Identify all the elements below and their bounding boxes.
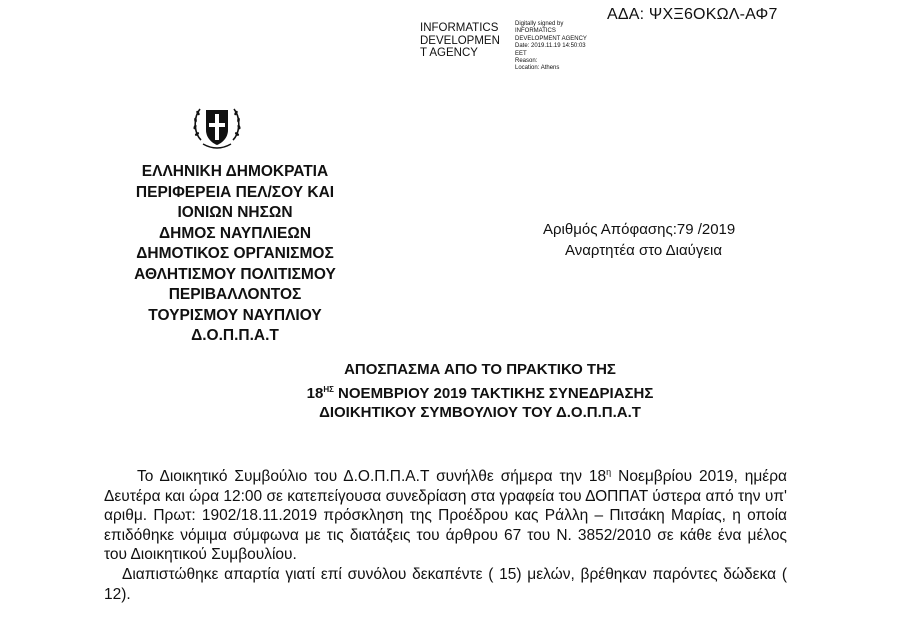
org-line: ΤΟΥΡΙΣΜΟΥ ΝΑΥΠΛΙΟΥ	[148, 306, 322, 324]
document-title	[180, 360, 780, 423]
signature-detail-line: Digitally signed by	[515, 21, 564, 27]
document-body	[104, 463, 787, 604]
title-date-rest: ΝΟΕΜΒΡΙΟΥ 2019 ΤΑΚΤΙΚΗΣ ΣΥΝΕΔΡΙΑΣΗΣ	[333, 384, 654, 402]
signature-detail-line: DEVELOPMENT AGENCY	[515, 35, 587, 42]
signature-organization	[420, 22, 515, 60]
org-line: ΔΗΜΟΤΙΚΟΣ ΟΡΓΑΝΙΣΜΟΣ	[136, 245, 334, 262]
ordinal-suffix: η	[606, 467, 612, 477]
signature-detail-line: EET	[515, 50, 527, 57]
greek-coat-of-arms-icon	[191, 100, 243, 154]
decision-number: Αριθμός Απόφασης:79 /2019	[543, 221, 736, 238]
signature-detail-line: INFORMATICS	[515, 28, 556, 35]
signature-detail-line: Date: 2019.11.19 14:50:03	[515, 43, 586, 50]
body-paragraph	[104, 463, 787, 565]
body-paragraph: Διαπιστώθηκε απαρτία γιατί επί συνόλου δεκαπέντε ( 15) μελών, βρέθηκαν παρόντες δώδεκα ( 12).	[104, 565, 787, 603]
org-line: ΠΕΡΙΦΕΡΕΙΑ ΠΕΛ/ΣΟΥ ΚΑΙ	[135, 183, 335, 201]
signature-org-line: INFORMATICS	[420, 22, 499, 34]
decision-info	[543, 220, 735, 261]
title-line	[180, 380, 780, 404]
org-line: Δ.Ο.Π.Π.Α.Τ	[191, 327, 279, 344]
signature-org-line: T AGENCY	[420, 47, 478, 59]
org-line: ΙΟΝΙΩΝ ΝΗΣΩΝ	[177, 204, 293, 221]
org-line: ΕΛΛΗΝΙΚΗ ΔΗΜΟΚΡΑΤΙΑ	[141, 163, 329, 180]
org-line: ΔΗΜΟΣ ΝΑΥΠΛΙΕΩΝ	[158, 224, 312, 242]
org-line: ΠΕΡΙΒΑΛΛΟΝΤΟΣ	[168, 286, 302, 303]
paragraph-text-start: Το Διοικητικό Συμβούλιο του Δ.Ο.Π.Π.Α.Τ συνήλθε σήμερα την 18	[137, 468, 607, 485]
org-line: ΑΘΛΗΤΙΣΜΟΥ ΠΟΛΙΤΙΣΜΟΥ	[134, 265, 336, 283]
issuing-organization	[100, 162, 370, 347]
title-day-suffix: ΗΣ	[323, 384, 334, 394]
title-line: ΑΠΟΣΠΑΣΜΑ ΑΠΟ ΤΟ ΠΡΑΚΤΙΚΟ ΤΗΣ	[344, 361, 616, 378]
signature-detail-line: Reason:	[515, 58, 538, 65]
title-line: ΔΙΟΙΚΗΤΙΚΟΥ ΣΥΜΒΟΥΛΙΟΥ ΤΟΥ Δ.Ο.Π.Π.Α.Τ	[319, 404, 641, 421]
signature-detail-line: Location: Athens	[515, 65, 560, 72]
paragraph-text-rest: Νοεμβρίου 2019, ημέρα Δευτέρα και ώρα 12:00 σε κατεπείγουσα συνεδρίαση στα γραφεία του ΔΟΠΠΑΤ ύστερα από την υπ' αριθμ. Πρωτ: 1902/18.11.2019 πρόσκληση της Προέδρου κας Ράλλη – Πιτσάκη Μαρίας, η οποία επιδόθηκε νόμιμα σύμφωνα με τις διατάξεις του άρθρου 67 του Ν. 3852/2010 σε κάθε ένα μέλος του Διοικητικού Συμβουλίου.	[104, 468, 787, 564]
signature-org-line: DEVELOPMEN	[420, 34, 500, 47]
signature-details	[515, 21, 615, 73]
ada-code: ΑΔΑ: ΨΧΞ6ΟΚΩΛ-ΑΦ7	[607, 6, 778, 23]
diavgeia-note: Αναρτητέα στο Διαύγεια	[565, 241, 723, 259]
title-day: 18	[306, 384, 324, 402]
